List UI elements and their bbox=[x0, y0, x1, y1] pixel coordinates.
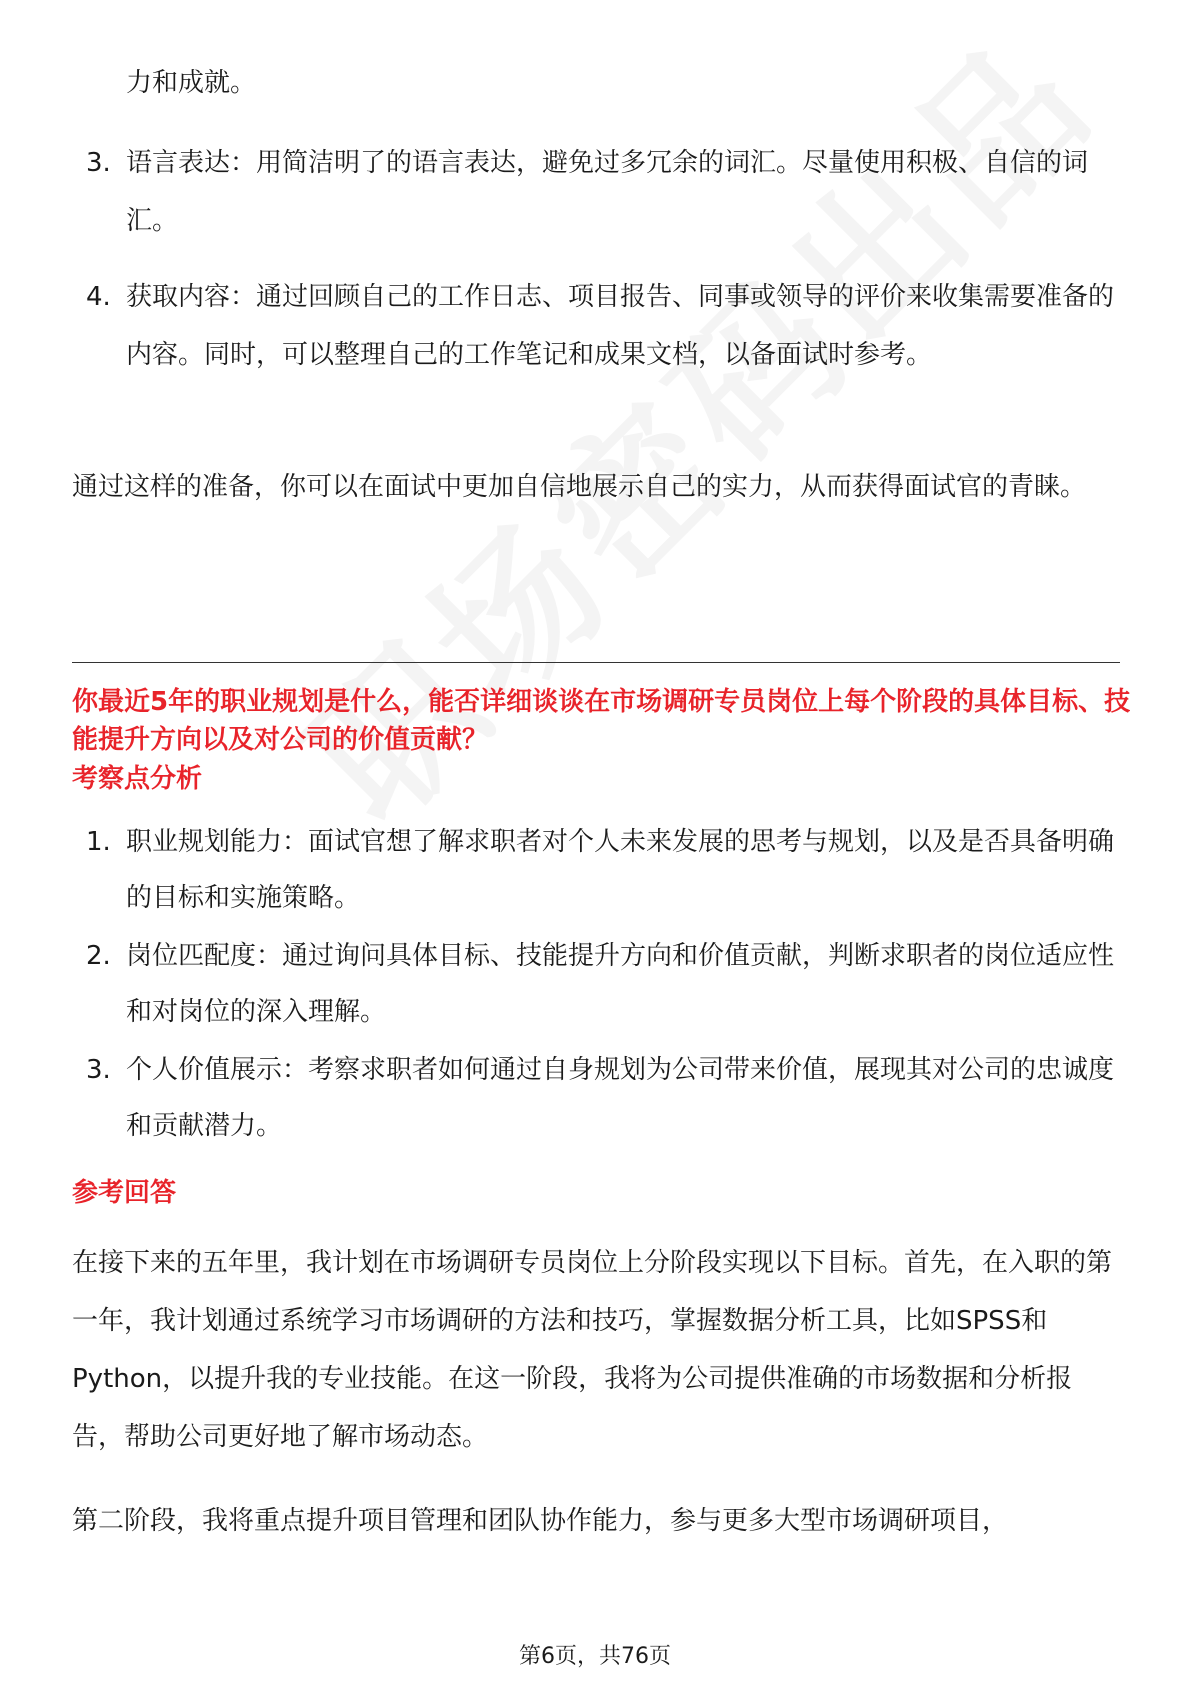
list-item-text: 岗位匹配度：通过询问具体目标、技能提升方向和价值贡献，判断求职者的岗位适应性和对岗位的深入理解。 bbox=[126, 941, 1115, 1027]
list-item bbox=[72, 928, 1120, 1040]
list-item-number: 1. bbox=[86, 827, 111, 857]
summary-paragraph: 通过这样的准备，你可以在面试中更加自信地展示自己的实力，从而获得面试官的青睐。 bbox=[72, 472, 1087, 502]
list-item-number: 3. bbox=[86, 1055, 111, 1085]
analysis-title: 考察点分析 bbox=[72, 764, 203, 794]
list-item bbox=[72, 134, 1120, 250]
list-item bbox=[72, 268, 1120, 384]
list-item-text: 个人价值展示：考察求职者如何通过自身规划为公司带来价值，展现其对公司的忠诚度和贡献潜力。 bbox=[126, 1055, 1115, 1141]
list-item-continuation bbox=[72, 54, 1120, 112]
list-item-number: 3. bbox=[86, 148, 111, 178]
list-item-text: 职业规划能力：面试官想了解求职者对个人未来发展的思考与规划，以及是否具备明确的目标和实施策略。 bbox=[126, 827, 1115, 913]
section-divider bbox=[72, 662, 1120, 663]
list-item-text: 语言表达：用简洁明了的语言表达，避免过多冗余的词汇。尽量使用积极、自信的词汇。 bbox=[126, 148, 1089, 236]
question-heading: 你最近5年的职业规划是什么，能否详细谈谈在市场调研专员岗位上每个阶段的具体目标、技能提升方向以及对公司的价值贡献？ bbox=[72, 687, 1131, 755]
answer-title: 参考回答 bbox=[72, 1178, 177, 1208]
list-item-text: 获取内容：通过回顾自己的工作日志、项目报告、同事或领导的评价来收集需要准备的内容。同时，可以整理自己的工作笔记和成果文档，以备面试时参考。 bbox=[126, 282, 1115, 370]
answer-paragraph: 第二阶段，我将重点提升项目管理和团队协作能力，参与更多大型市场调研项目， bbox=[72, 1506, 1009, 1536]
list-item-text: 力和成就。 bbox=[126, 68, 257, 98]
answer-paragraph: 在接下来的五年里，我计划在市场调研专员岗位上分阶段实现以下目标。首先，在入职的第一年，我计划通过系统学习市场调研的方法和技巧，掌握数据分析工具，比如SPSS和Python，以提升我的专业技能。在这一阶段，我将为公司提供准确的市场数据和分析报告，帮助公司更好地了解市场动态。 bbox=[72, 1248, 1113, 1452]
list-item bbox=[72, 814, 1120, 926]
page-number: 第6页，共76页 bbox=[519, 1644, 671, 1669]
list-item-number: 2. bbox=[86, 941, 111, 971]
list-item bbox=[72, 1042, 1120, 1154]
list-item-number: 4. bbox=[86, 282, 111, 312]
